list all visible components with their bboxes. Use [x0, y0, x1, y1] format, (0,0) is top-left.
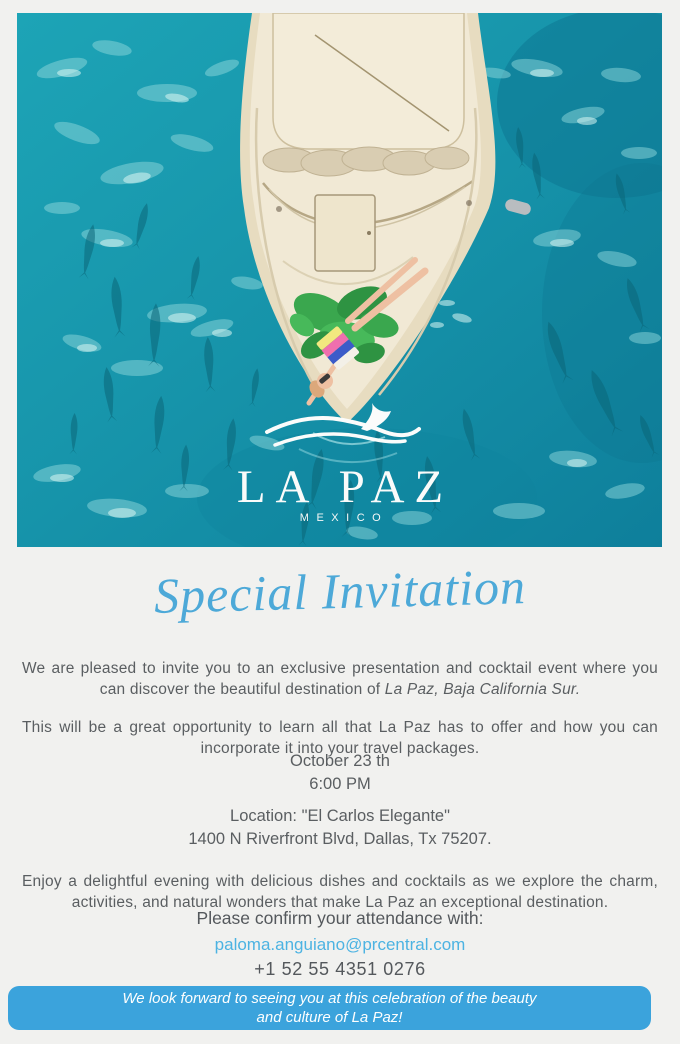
event-location: [22, 805, 658, 851]
hero-illustration: [17, 13, 662, 547]
banner-line-1: We look forward to seeing you at this celebration of the beauty: [122, 990, 537, 1007]
email-link[interactable]: paloma.anguiano@prcentral.com: [214, 935, 466, 954]
intro-text: We are pleased to invite you to an exclusive presentation and cocktail event where you can discover the beautiful destination of: [22, 659, 658, 698]
location-address: 1400 N Riverfront Blvd, Dallas, Tx 75207.: [188, 830, 492, 848]
brand-country: MEXICO: [299, 512, 389, 524]
footer-banner: [8, 986, 651, 1030]
opportunity-paragraph: This will be a great opportunity to learn all that La Paz has to offer and how you can incorporate it into your travel packages.: [22, 718, 658, 757]
event-date: October 23 th: [290, 752, 390, 770]
phone-number: +1 52 55 4351 0276: [254, 959, 426, 979]
confirm-label: Please confirm your attendance with:: [196, 908, 484, 928]
event-datetime: [22, 750, 658, 796]
hero-image: [17, 13, 662, 547]
intro-text-italic: La Paz, Baja California Sur.: [384, 680, 581, 698]
location-venue: Location: "El Carlos Elegante": [230, 807, 450, 825]
intro-paragraph: [22, 658, 658, 700]
event-time: 6:00 PM: [309, 775, 371, 793]
evening-paragraph: Enjoy a delightful evening with delicious dishes and cocktails as we explore the charm, activities, and natural wonders that make La Paz an exceptional destination.: [22, 872, 658, 911]
brand-name: LA PAZ: [236, 461, 454, 513]
banner-line-2: and culture of La Paz!: [256, 1009, 403, 1026]
confirm-email-row: [22, 935, 658, 955]
special-invitation-heading: Special Invitation: [153, 558, 527, 624]
